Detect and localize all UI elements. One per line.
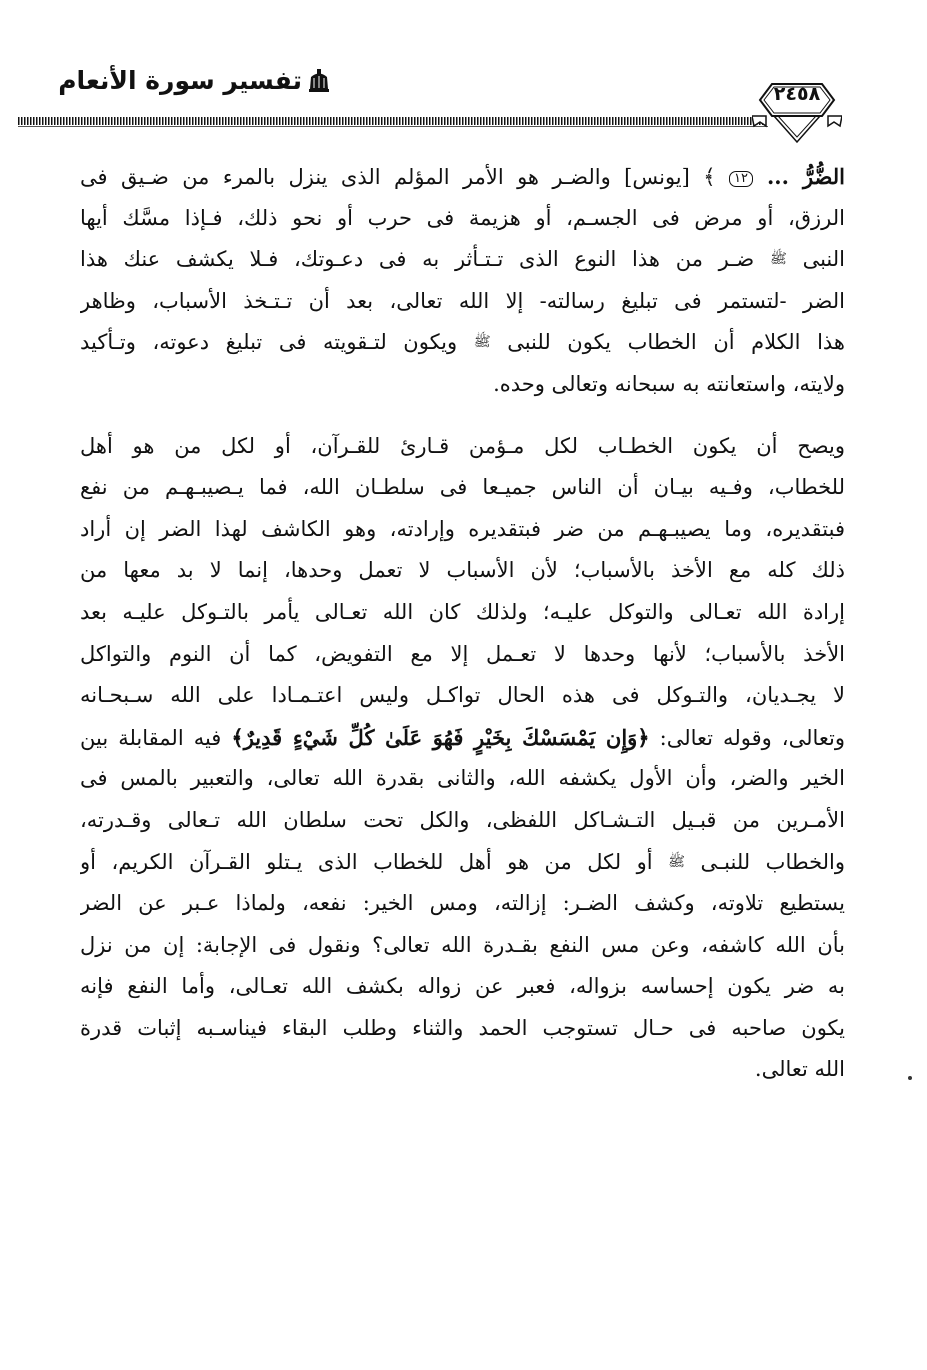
text-line [80, 842, 845, 884]
page-header [0, 0, 927, 150]
line-text: هذا الكلام أن الخطاب يكون للنبى [490, 330, 845, 355]
line-text: فيه المقابلة بين [80, 725, 232, 750]
text-line: به ضر يكون إحساسه بزواله، فعبر عن زواله بكشف الله تعـالى، وأما النفع فإنه [80, 974, 845, 999]
header-rule-thin [18, 126, 768, 127]
text-line: الله تعالى. [754, 1057, 845, 1082]
text-line: ويصح أن يكون الخطـاب لكل مـؤمن قـارئ للقـرآن، أو لكل من هو أهل [80, 433, 845, 458]
verse-number-badge: ١٢ [729, 171, 753, 187]
text-line [80, 156, 845, 198]
text-line: الخير والضر، وأن الأول يكشفه الله، والثانى بقدرة الله تعالى، والتعبير بالمس فى [80, 766, 845, 791]
text-line: لا يجـديان، والتـوكل فى هذه الحال تواكـل وليس اعتـمـادا على الله سـبحـانه [80, 683, 845, 708]
line-text: أو لكل من هو أهل للخطاب الذى يـتلو القـرآن الكريم، أو [80, 849, 669, 874]
honorific-glyph: ﷺ [473, 334, 491, 351]
line-text: والخطاب للنبـى [685, 849, 845, 874]
text-line: يكون صاحبه فى حـال تستوجب الحمد والثناء وطلب البقاء فيناسـبه إثبات قدرة [80, 1015, 845, 1040]
line-text: ﴾ [يونس] والضـر هو الأمر المؤلم الذى ينزل بالمرء من ضـيق فى [80, 165, 729, 189]
text-line [80, 322, 845, 364]
text-line [80, 239, 845, 281]
text-line: الأمـرين من قبـيل التـشـاكل اللفظى، والكل تحت سلطان الله تـعالى وقـدرته، [80, 807, 845, 832]
text-line: إرادة الله تعـالى والتوكل عليـه؛ ولذلك كان الله تعـالى يأمر بالتـوكل عليـه بعد [80, 599, 845, 624]
paragraph-2 [80, 426, 845, 1092]
scan-speck [908, 1076, 912, 1080]
text-line [80, 717, 845, 759]
header-rule [18, 117, 768, 125]
text-line: ذلك كله مع الأخذ بالأسباب؛ لأن الأسباب لا تعمل وحدها، إنما لا بد معها من [80, 558, 845, 583]
text-line: بأن الله كاشفه، وعن مس النفع بقـدرة الله تعالى؟ ونقول فى الإجابة: إن من نزل [80, 932, 845, 957]
quran-verse: ﴿وَإِن يَمْسَسْكَ بِخَيْرٍ فَهُوَ عَلَىٰ كُلِّ شَيْءٍ قَدِيرٌ﴾ [231, 724, 650, 750]
line-text: وتعالى، وقوله تعالى: [649, 725, 845, 750]
text-line: الرزق، أو مرض فى الجسـم، أو هزيمة فى حرب أو نحو ذلك، فـإذا مسَّك أيها [80, 205, 845, 230]
paragraph-gap [80, 406, 845, 426]
text-line: الأخذ بالأسباب؛ لأنها وحدها لا تعـمل إلا مع التفويض، كما أن النوم والتواكل [80, 641, 845, 666]
page-number: ٢٤٥٨ [773, 83, 821, 105]
line-text: ضـر من هذا النوع الذى تـتـأثر به فى دعـوتك، فـلا يكشف عنك هذا [80, 247, 770, 272]
bell-ornament-icon [308, 69, 330, 95]
text-line: فبتقديره، وما يصيبـهـم من ضر فبتقديره وإرادته، وهو الكاشف لهذا الضر إن أراد [80, 516, 845, 541]
text-line: ولايته، واستعانته به سبحانه وتعالى وحده. [493, 371, 845, 396]
body-text [80, 156, 845, 1091]
honorific-glyph: ﷺ [769, 251, 787, 268]
text-line: يستطيع تلاوته، وكشف الضـر: إزالته، ومس الخير: نفعه، ولماذا عـبر عن الضر [80, 891, 845, 916]
line-text: ويكون لتـقويته فى تبليغ دعوته، وتـأكيد [80, 330, 474, 355]
line-text: النبى [786, 247, 845, 272]
text-line: للخطاب، وفـيه بيـان أن الناس جميـعا فى سلطـان الله، فما يـصيبـهـم من نفع [80, 475, 845, 500]
honorific-glyph: ﷺ [668, 853, 686, 870]
paragraph-1 [80, 156, 845, 406]
quran-fragment: الضُّرُّ ... [752, 164, 845, 189]
text-line: الضر -لتستمر فى تبليغ رسالته- إلا الله تعالى، بعد أن تـتـخذ الأسباب، وظاهر [80, 288, 845, 313]
running-title: تفسير سورة الأنعام [58, 66, 302, 95]
